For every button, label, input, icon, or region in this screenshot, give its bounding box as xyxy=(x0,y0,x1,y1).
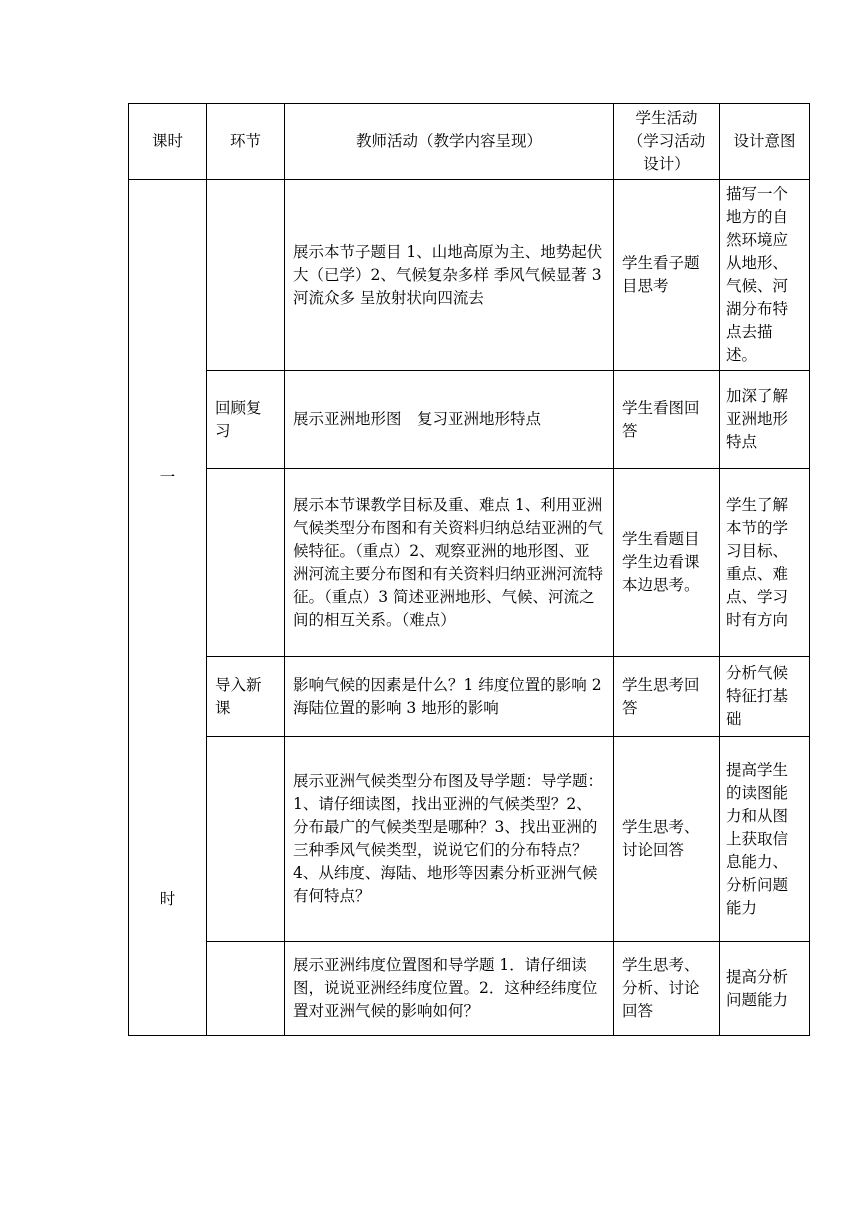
period-char-one: 一 xyxy=(159,468,176,486)
period-cell xyxy=(129,180,207,1036)
table-row xyxy=(129,942,810,1036)
table-row xyxy=(129,737,810,942)
design-intent-cell: 提高分析问题能力 xyxy=(720,942,810,1036)
stage-cell xyxy=(207,469,285,657)
student-activity-cell: 学生看题目学生边看课本边思考。 xyxy=(614,469,720,657)
design-intent-cell: 提高学生的读图能力和从图上获取信息能力、分析问题能力 xyxy=(720,737,810,942)
table-row xyxy=(129,371,810,469)
teacher-activity-cell: 展示本节子题目 1、山地高原为主、地势起伏大（已学）2、气候复杂多样 季风气候显著 3 河流众多 呈放射状向四流去 xyxy=(285,180,614,371)
table-row xyxy=(129,469,810,657)
stage-cell: 回顾复习 xyxy=(207,371,285,469)
teacher-activity-cell: 展示亚洲纬度位置图和导学题 1．请仔细读图，说说亚洲经纬度位置。2．这种经纬度位置对亚洲气候的影响如何？ xyxy=(285,942,614,1036)
design-intent-cell: 加深了解亚洲地形特点 xyxy=(720,371,810,469)
student-activity-cell: 学生看图回答 xyxy=(614,371,720,469)
teacher-activity-cell: 影响气候的因素是什么？1 纬度位置的影响 2 海陆位置的影响 3 地形的影响 xyxy=(285,657,614,737)
header-period: 课时 xyxy=(129,104,207,180)
header-teacher-activity: 教师活动（教学内容呈现） xyxy=(285,104,614,180)
header-design-intent: 设计意图 xyxy=(720,104,810,180)
header-student-activity: 学生活动（学习活动设计） xyxy=(614,104,720,180)
teacher-activity-cell: 展示本节课教学目标及重、难点 1、利用亚洲气候类型分布图和有关资料归纳总结亚洲的气候特征。（重点）2、观察亚洲的地形图、亚洲河流主要分布图和有关资料归纳亚洲河流特征。（重点）3 简述亚洲地形、气候、河流之间的相互关系。（难点） xyxy=(285,469,614,657)
student-activity-cell: 学生看子题目思考 xyxy=(614,180,720,371)
design-intent-cell: 学生了解本节的学习目标、重点、难点、学习时有方向 xyxy=(720,469,810,657)
design-intent-cell: 描写一个地方的自然环境应从地形、气候、河湖分布特点去描述。 xyxy=(720,180,810,371)
teacher-activity-cell: 展示亚洲地形图 复习亚洲地形特点 xyxy=(285,371,614,469)
design-intent-cell: 分析气候特征打基础 xyxy=(720,657,810,737)
student-activity-cell: 学生思考回答 xyxy=(614,657,720,737)
student-activity-cell: 学生思考、分析、讨论回答 xyxy=(614,942,720,1036)
period-char-shi: 时 xyxy=(159,890,176,908)
lesson-plan-table xyxy=(128,103,810,1036)
header-row xyxy=(129,104,810,180)
table-row xyxy=(129,180,810,371)
stage-cell xyxy=(207,942,285,1036)
table-row xyxy=(129,657,810,737)
student-activity-cell: 学生思考、讨论回答 xyxy=(614,737,720,942)
header-stage: 环节 xyxy=(207,104,285,180)
stage-cell xyxy=(207,180,285,371)
teacher-activity-cell: 展示亚洲气候类型分布图及导学题：导学题：1、请仔细读图，找出亚洲的气候类型？2、分布最广的气候类型是哪种？3、找出亚洲的三种季风气候类型，说说它们的分布特点？4、从纬度、海陆、地形等因素分析亚洲气候有何特点？ xyxy=(285,737,614,942)
stage-cell: 导入新课 xyxy=(207,657,285,737)
stage-cell xyxy=(207,737,285,942)
